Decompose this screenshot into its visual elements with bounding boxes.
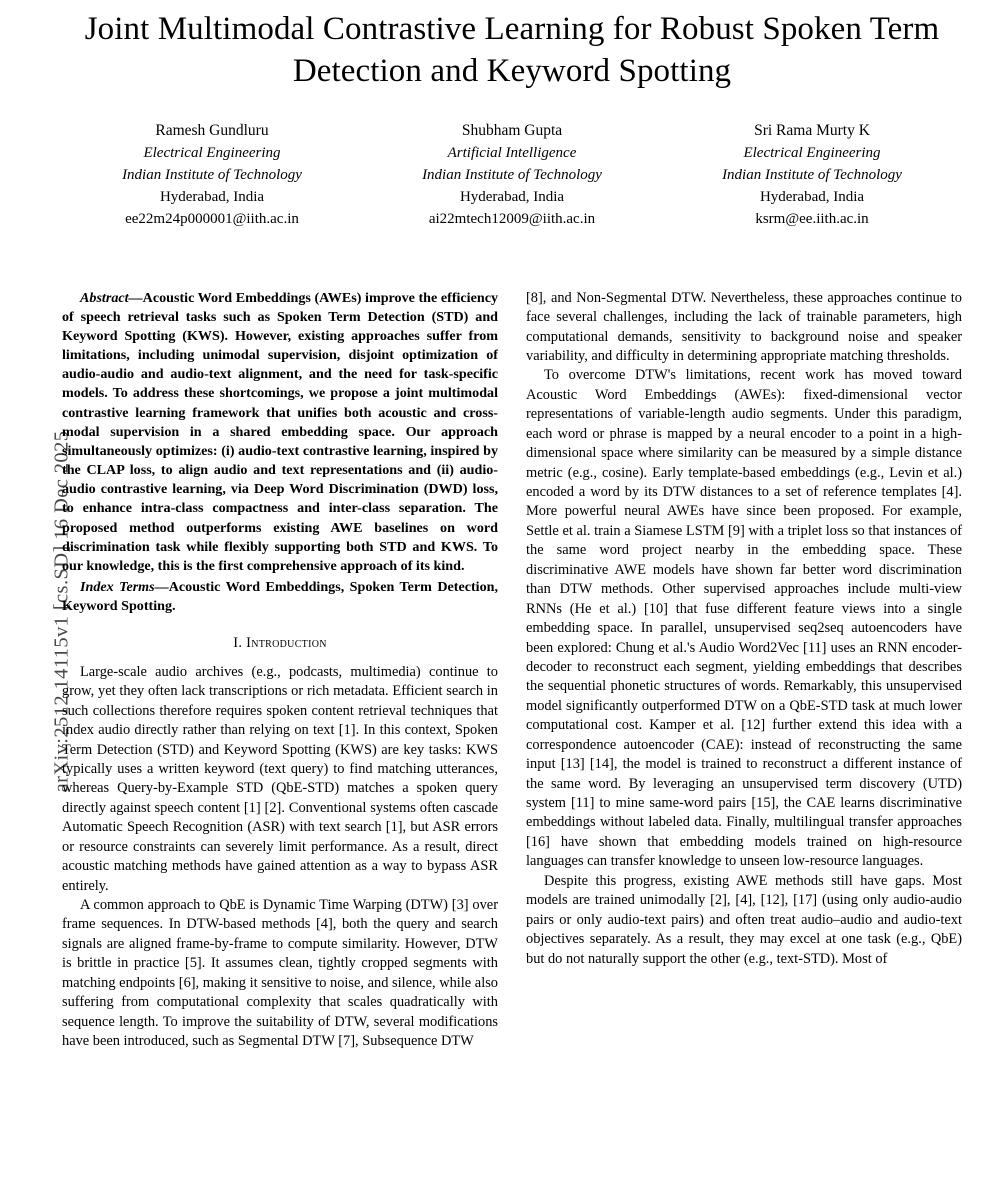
arxiv-identifier-stamp: arXiv:2512.14115v1 [cs.SD] 16 Dec 2025 bbox=[50, 430, 73, 793]
author-department: Electrical Engineering bbox=[743, 145, 881, 162]
author-name: Shubham Gupta bbox=[461, 122, 563, 140]
body-paragraph: A common approach to QbE is Dynamic Time Warping (DTW) [3] over frame sequences. In DTW-based methods [4], both the query and search signals are aligned frame-by-frame to compute similarity. However, DTW is brittle in practice [5]. It assumes clean, tightly cropped segments with matching endpoints [6], making it sensitive to noise, and silence, while also suffering from computational complexity that scales quadratically with sequence length. To improve the suitability of DTW, several modifications have been introduced, such as Segmental DTW [7], Subsequence DTW bbox=[62, 897, 498, 1050]
author-email: ksrm@ee.iith.ac.in bbox=[755, 210, 869, 227]
index-terms-label: Index Terms— bbox=[80, 579, 169, 595]
paper-content bbox=[62, 0, 985, 1200]
body-paragraph: Large-scale audio archives (e.g., podcasts, multimedia) continue to grow, yet they often lack transcriptions or rich metadata. Efficient search in such collections therefore requires spoken content retrieval techniques that index audio directly rather than relying on text [1]. In this context, Spoken Term Detection (STD) and Keyword Spotting (KWS) are key tasks: KWS typically uses a written keyword (text query) to find matching utterances, whereas Query-by-Example STD (QbE-STD) matches a spoken query directly against speech content [1] [2]. Conventional systems often cascade Automatic Speech Recognition (ASR) with text search [1], but ASR errors or resource constraints can severely limit performance. As a result, direct acoustic matching methods have gained attention as a way to bypass ASR entirely. bbox=[62, 663, 498, 894]
author-block bbox=[662, 120, 962, 230]
index-terms-text: Acoustic Word Embeddings, Spoken Term Detection, Keyword Spotting. bbox=[62, 579, 499, 615]
body-paragraph: Despite this progress, existing AWE methods still have gaps. Most models are trained unimodally [2], [4], [12], [17] (using only audio-audio pairs or only audio-text pairs) and often treat audio–audio and audio-text objectives separately. As a result, they may excel at one task (e.g., QbE) but do not naturally support the other (e.g., text-STD). Most of bbox=[526, 872, 962, 967]
abstract-paragraph bbox=[62, 289, 498, 576]
author-block bbox=[362, 120, 662, 230]
author-email: ai22mtech12009@iith.ac.in bbox=[428, 210, 596, 227]
section-title: Introduction bbox=[246, 635, 327, 652]
author-institution: Indian Institute of Technology bbox=[122, 166, 302, 183]
body-paragraph: [8], and Non-Segmental DTW. Nevertheless, these approaches continue to face several challenges, including the lack of trainable parameters, high computational demands, sensitivity to background noise and speaker variability, and difficulty in determining appropriate matching thresholds. bbox=[526, 289, 962, 364]
abstract-label: Abstract— bbox=[80, 289, 143, 306]
index-terms-paragraph bbox=[62, 578, 498, 616]
body-paragraph: To overcome DTW's limitations, recent work has moved toward Acoustic Word Embeddings (AWEs): fixed-dimensional vector representations of variable-length audio segments. Under this paradigm, each word or phrase is mapped by a neural encoder to a point in a high-dimensional space where similarity can be measured by a simple distance metric (e.g., cosine). Early template-based embeddings (e.g., Levin et al.) encoded a word by its DTW distances to a set of reference templates [4]. More powerful neural AWEs have since been proposed. For example, Settle et al. train a Siamese LSTM [9] with a triplet loss so that instances of the same word project nearby in the embedding space. These discriminative AWE models have shown far better word discrimination than DTW methods. Other supervised approaches include multi-view RNNs (He et al.) [10] that fuse different feature views into a single embedding space. In parallel, unsupervised seq2seq autoencoders have been explored: Chung et al.'s Audio Word2Vec [11] uses an RNN encoder-decoder to reconstruct each segment, yielding embeddings that describes the sequential phonetic structures of words. Remarkably, this unsupervised model significantly outperformed DTW on a QbE-STD task at much lower computational cost. Kamper et al. [12] further extend this idea with a correspondence autoencoder (CAE): instead of reconstructing the same input [13] [14], the model is trained to reconstruct a different instance of the same word. By leveraging an unsupervised term discovery (UTD) system [11] to mine same-word pairs [15], the CAE learns discriminative embeddings without labeled data. Finally, multilingual transfer approaches [16] have shown that embedding models trained on high-resource languages can transfer knowledge to unseen low-resource languages. bbox=[526, 367, 962, 870]
author-block bbox=[62, 120, 362, 230]
section-heading-introduction bbox=[62, 634, 498, 653]
author-department: Electrical Engineering bbox=[143, 145, 281, 162]
author-department: Artificial Intelligence bbox=[447, 145, 577, 162]
page-title: Joint Multimodal Contrastive Learning for Robust Spoken Term Detection and Keyword Spotting bbox=[84, 11, 940, 90]
author-name: Sri Rama Murty K bbox=[754, 122, 870, 140]
author-location: Hyderabad, India bbox=[159, 188, 265, 205]
author-institution: Indian Institute of Technology bbox=[722, 166, 902, 183]
author-location: Hyderabad, India bbox=[759, 188, 865, 205]
author-email: ee22m24p000001@iith.ac.in bbox=[125, 210, 299, 227]
section-number: I. bbox=[233, 635, 243, 652]
right-column bbox=[526, 289, 962, 1052]
author-location: Hyderabad, India bbox=[459, 188, 565, 205]
abstract-text: Acoustic Word Embeddings (AWEs) improve the efficiency of speech retrieval tasks such as Spoken Term Detection (STD) and Keyword Spotting (KWS). However, existing approaches suffer from limitations, including unimodal supervision, disjoint optimization of audio-audio and audio-text alignment, and the need for task-specific models. To address these shortcomings, we propose a joint multimodal contrastive learning framework that unifies both acoustic and cross-modal supervision in a shared embedding space. Our approach simultaneously optimizes: (i) audio-text contrastive learning, inspired by the CLAP loss, to align audio and text representations and (ii) audio-audio contrastive learning, via Deep Word Discrimination (DWD) loss, to enhance intra-class compactness and inter-class separation. The proposed method outperforms existing AWE baselines on word discrimination task while flexibly supporting both STD and KWS. To our knowledge, this is the first comprehensive approach of its kind. bbox=[62, 289, 498, 574]
author-name: Ramesh Gundluru bbox=[155, 122, 269, 140]
left-column bbox=[62, 289, 498, 1052]
author-list bbox=[62, 120, 962, 230]
author-institution: Indian Institute of Technology bbox=[422, 166, 602, 183]
two-column-body bbox=[62, 289, 962, 1052]
